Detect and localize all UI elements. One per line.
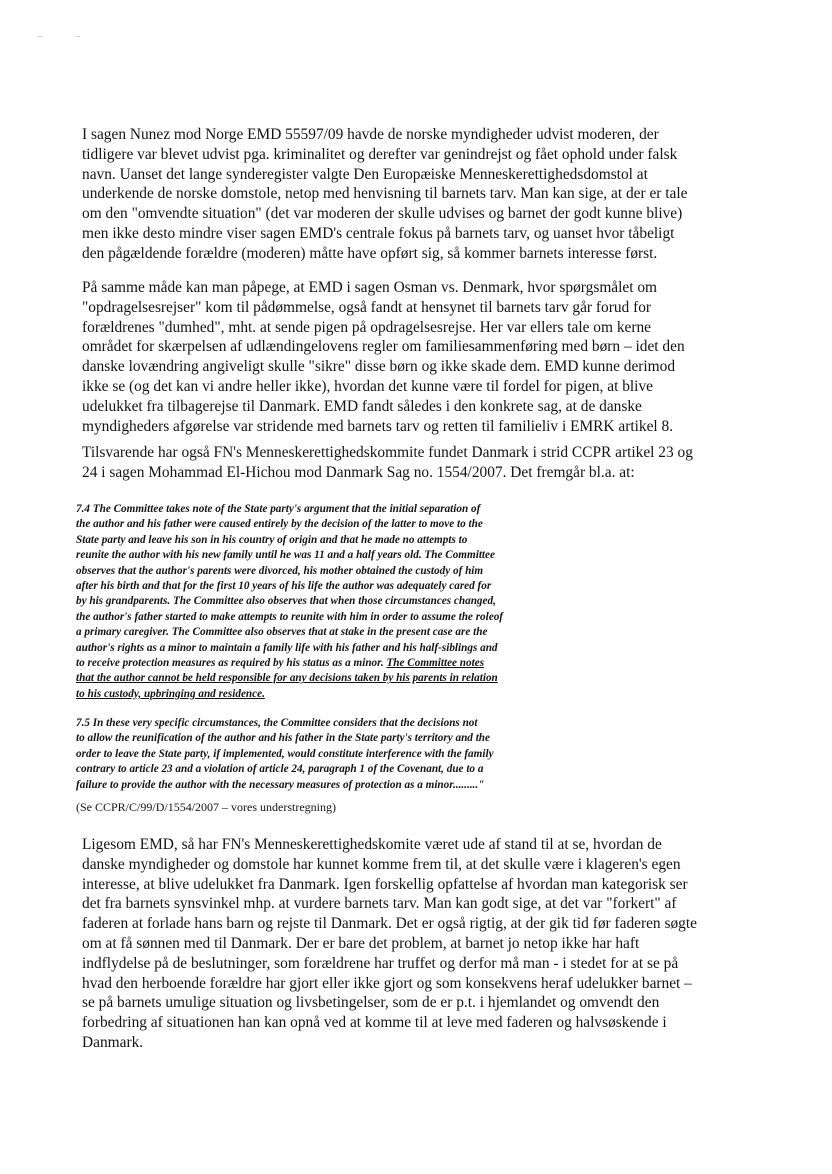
text-line: men ikke desto mindre viser sagen EMD's centrale fokus på barnets tarv, og uanset hvor tåbeligt [82,224,675,242]
text-line: danske myndigheder og domstole har kunnet komme frem til, at det skulle være i klageren's egen [82,855,681,873]
text-line: faderen at forlade hans barn og rejste til Danmark. Det er også rigtig, at der gik tid før faderen søgte [82,915,697,933]
text-line: om at få sønnen med til Danmark. Der er bare det problem, at barnet jo netop ikke har haft [82,934,640,952]
text-line: myndigheders afgørelse var stridende med barnets tarv og retten til familieliv i EMRK artikel 8. [82,417,674,435]
quote-line: State party and leave his son in his country of origin and that he made no attempts to [76,533,468,546]
quote-line: reunite the author with his new family until he was 11 and a half years old. The Committee [76,549,495,562]
text-line: danske lovændring angiveligt skulle "sikre" disse børn og ikke skade dem. EMD kunne derimod [82,358,676,376]
quote-line: by his grandparents. The Committee also observes that when those circumstances changed, [76,595,496,608]
text-line: Ligesom EMD, så har FN's Menneskerettighedskomite været ude af stand til at se, hvordan de [82,836,662,853]
quote-text: to receive protection measures as required by his status as a minor. [76,657,384,670]
text-line: se på barnets umulige situation og livsbetingelser, som de er p.t. i hjemlandet og omvendt den [82,994,660,1012]
text-line: området for skærpelsen af udlændingelovens regler om familiesammenføring med børn – idet den [82,338,685,356]
text-line: I sagen Nunez mod Norge EMD 55597/09 havde de norske myndigheder udvist moderen, der [82,126,659,143]
text-line: Danmark. [82,1033,144,1051]
text-line: om den "omvendte situation" (det var moderen der skulle udvises og barnet der godt kunne blive) [82,205,683,223]
quote-line [76,656,616,671]
quote-line: author's rights as a minor to maintain a family life with his father and his half-siblings and [76,641,498,654]
paragraph-un-committee [82,443,752,483]
text-line: ikke se (og det kan vi andre heller ikke), hvordan det kunne være til fordel for pigen, at blive [82,377,653,395]
quote-line: 7.4 The Committee takes note of the State party's argument that the initial separation of [76,503,481,515]
quote-line: to allow the reunification of the author and his father in the State party's territory and the [76,732,490,745]
paragraph-conclusion [82,835,752,1053]
underlined-text: to his custody, upbringing and residence. [76,687,265,700]
text-line: tidligere var blevet udvist pga. kriminalitet og derefter var genindrejst og fået ophold under falsk [82,145,678,163]
text-line: indflydelse på de beslutninger, som forældrene har truffet og derfor må man - i stedet for at se på [82,954,679,972]
text-line: hvad den herboende forældre har gjort eller ikke gjort og som konsekvens heraf udelukker barnet – [82,974,692,992]
text-line: den pågældende forældre (moderen) måtte have opført sig, så kommer barnets interesse først. [82,244,658,262]
text-line: "opdragelsesrejser" kom til pådømmelse, også fandt at hensynet til barnets tarv går forud for [82,298,652,316]
scan-mark [38,36,42,37]
quote-paragraph-7-5 [76,716,616,793]
quote-line: 7.5 In these very specific circumstances, the Committee considers that the decisions not [76,717,478,729]
quote-line: the author and his father were caused entirely by the decision of the latter to move to the [76,518,483,531]
text-line: forbedring af situationen han kan opnå ved at komme til at leve med faderen og halvsøskende i [82,1014,667,1032]
quote-paragraph-7-4 [76,502,616,702]
underlined-text: that the author cannot be held responsible for any decisions taken by his parents in relation [76,672,498,685]
citation-reference: (Se CCPR/C/99/D/1554/2007 – vores understregning) [76,800,336,814]
quote-line: contrary to article 23 and a violation of article 24, paragraph 1 of the Covenant, due to a [76,763,484,776]
text-line: På samme måde kan man påpege, at EMD i sagen Osman vs. Denmark, hvor spørgsmålet om [82,279,658,296]
paragraph-nunez-case [82,125,752,264]
text-line: underkende de norske domstole, netop med henvisning til barnets tarv. Man kan sige, at der er tale [82,185,688,203]
quote-line: order to leave the State party, if implemented, would constitute interference with the family [76,747,494,760]
quote-line: failure to provide the author with the necessary measures of protection as a minor........." [76,778,485,791]
quote-line: the author's father started to make attempts to reunite with him in order to assume the roleof [76,610,504,623]
underlined-text: The Committee notes [386,657,485,670]
quote-line: a primary caregiver. The Committee also observes that at stake in the present case are the [76,626,488,639]
quote-line: after his birth and that for the first 10 years of his life the author was adequately cared for [76,580,492,593]
text-line: navn. Uanset det lange synderegister valgte Den Europæiske Menneskerettighedsdomstol at [82,165,648,183]
text-line: Tilsvarende har også FN's Menneskerettighedskommite fundet Danmark i strid CCPR artikel 23 og [82,444,693,461]
text-line: 24 i sagen Mohammad El-Hichou mod Danmark Sag no. 1554/2007. Det fremgår bl.a. at: [82,463,635,481]
text-line: udelukket fra tilbagerejse til Danmark. EMD fandt således i den konkrete sag, at de danske [82,397,642,415]
text-line: forældrenes "dumhed", mht. at sende pigen på opdragelsesrejse. Her var ellers tale om kerne [82,318,651,336]
text-line: interesse, at blive udelukket fra Danmark. Igen forskellig opfattelse af hvordan man kategorisk ser [82,875,688,893]
text-line: det fra barnets synsvinkel mhp. at vurdere barnets tarv. Man kan godt sige, at det var "forkert" af [82,895,677,913]
paragraph-osman-case [82,278,752,436]
scan-mark [76,36,80,37]
quote-line: observes that the author's parents were divorced, his mother obtained the custody of him [76,564,484,577]
